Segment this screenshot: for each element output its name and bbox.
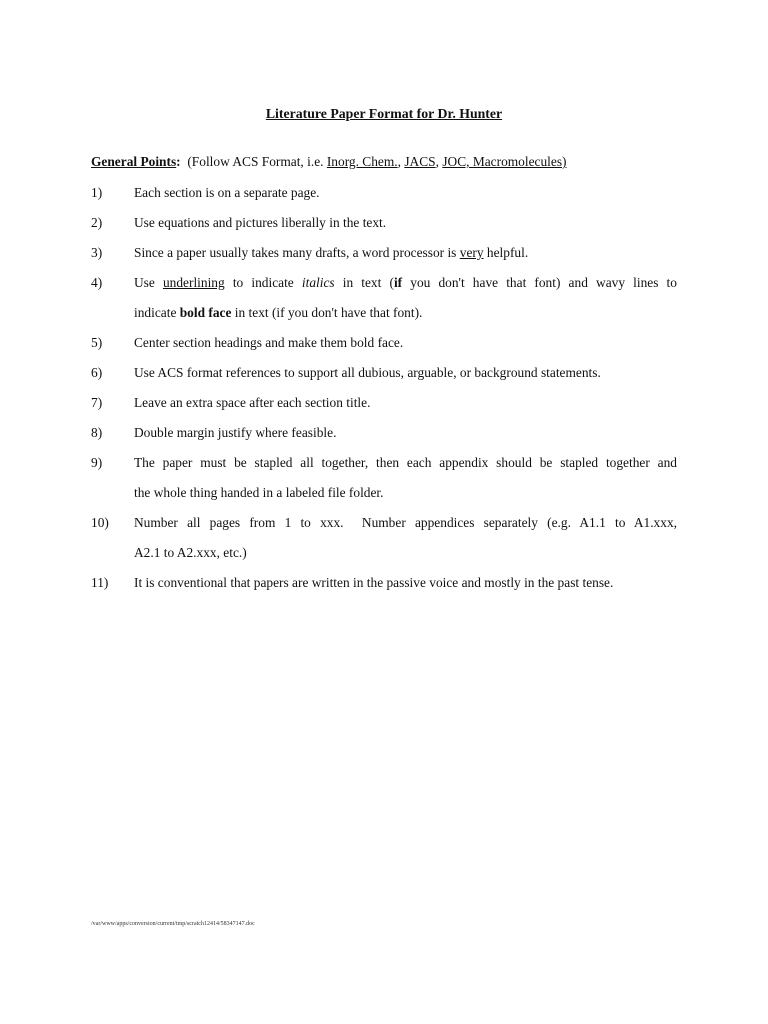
- text-run: to indicate: [224, 275, 302, 290]
- item-number: 10): [91, 515, 109, 530]
- item-text: Double margin justify where feasible.: [134, 425, 337, 440]
- underlined-word: underlining: [162, 275, 225, 290]
- list-item-6: [0, 364, 768, 394]
- journal-sep-2: ,: [435, 154, 443, 169]
- item-text-post: helpful.: [483, 245, 529, 260]
- item-text-line-2: the whole thing handed in a labeled file folder.: [134, 485, 384, 500]
- text-run: indicate: [134, 305, 180, 320]
- item-number: 4): [91, 275, 103, 290]
- text-run: in text (: [334, 275, 394, 290]
- journal-joc-macromolecules: JOC, Macromolecules): [442, 154, 567, 169]
- item-text: Leave an extra space after each section title.: [134, 395, 371, 410]
- list-item-7: [0, 394, 768, 424]
- bold-word: if: [393, 275, 403, 290]
- item-number: 2): [91, 215, 103, 230]
- item-text-underlined: very: [459, 245, 484, 260]
- item-text: Use equations and pictures liberally in the text.: [134, 215, 387, 230]
- list-item-5: [0, 334, 768, 364]
- general-points-label: General Points: [91, 154, 177, 169]
- italic-word: italics: [301, 275, 335, 290]
- general-points-line: [91, 154, 567, 170]
- item-number: 6): [91, 365, 103, 380]
- list-item-9: [0, 454, 768, 514]
- footer-file-path: /var/www/apps/conversion/current/tmp/scratch12414/58347147.doc: [91, 921, 255, 927]
- text-run: Use: [134, 275, 163, 290]
- list-item-2: [0, 214, 768, 244]
- item-text: Each section is on a separate page.: [134, 185, 320, 200]
- item-text: [134, 244, 528, 262]
- journal-inorg-chem: Inorg. Chem.: [326, 154, 398, 169]
- item-number: 3): [91, 245, 103, 260]
- list-item-8: [0, 424, 768, 454]
- list-item-10: [0, 514, 768, 574]
- bold-phrase: bold face: [179, 305, 232, 320]
- list-item-3: [0, 244, 768, 274]
- general-points-colon: :: [176, 154, 181, 169]
- list-item-11: [0, 574, 768, 604]
- item-text-line-1: Number all pages from 1 to xxx. Number appendices separately (e.g. A1.1 to A1.xxx,: [134, 515, 677, 530]
- item-number: 7): [91, 395, 103, 410]
- list-item-1: [0, 184, 768, 214]
- item-text-line-2: A2.1 to A2.xxx, etc.): [134, 545, 247, 560]
- list-item-4: [0, 274, 768, 334]
- item-text-line-2: [134, 304, 422, 322]
- item-number: 1): [91, 185, 103, 200]
- journal-jacs: JACS: [404, 154, 436, 169]
- item-text-line-1: [134, 274, 677, 292]
- item-number: 5): [91, 335, 103, 350]
- text-run: you don't have that font) and wavy lines to: [402, 275, 677, 290]
- journal-sep-1: ,: [397, 154, 405, 169]
- item-text: Use ACS format references to support all dubious, arguable, or background statements.: [134, 365, 601, 380]
- item-text: It is conventional that papers are written in the passive voice and mostly in the past tense.: [134, 575, 614, 590]
- item-text-line-1: The paper must be stapled all together, then each appendix should be stapled together and: [134, 455, 677, 470]
- general-points-intro: (Follow ACS Format, i.e.: [180, 154, 327, 169]
- item-number: 8): [91, 425, 103, 440]
- item-number: 9): [91, 455, 103, 470]
- page-title: Literature Paper Format for Dr. Hunter: [265, 106, 503, 121]
- item-text: Center section headings and make them bold face.: [134, 335, 404, 350]
- item-text-pre: Since a paper usually takes many drafts, a word processor is: [134, 245, 460, 260]
- points-list: [0, 184, 768, 604]
- text-run: in text (if you don't have that font).: [231, 305, 423, 320]
- item-number: 11): [91, 575, 109, 590]
